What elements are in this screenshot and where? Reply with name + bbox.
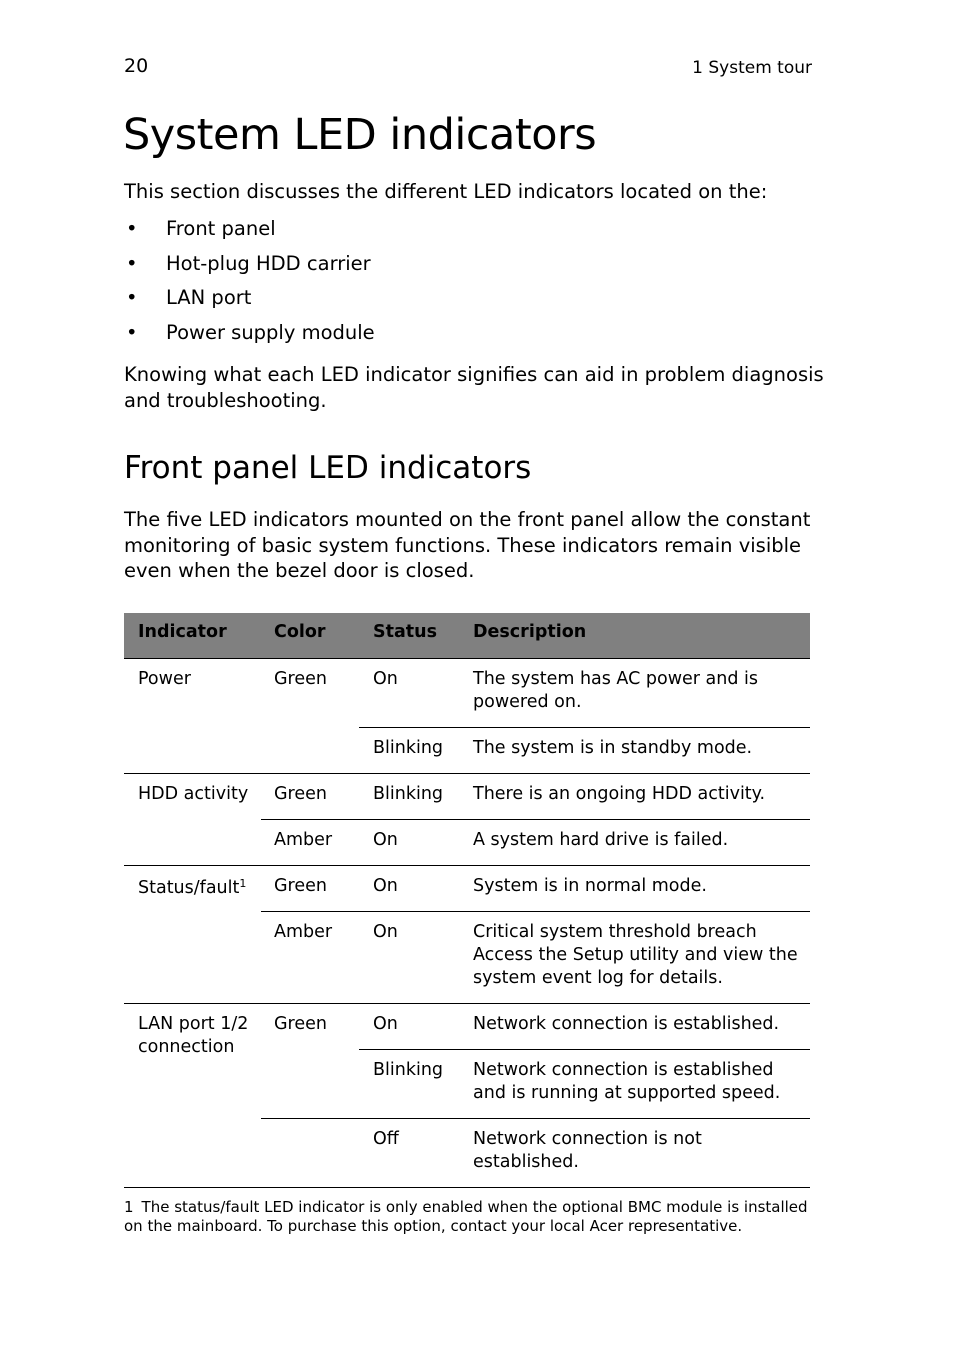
column-header-indicator: Indicator: [138, 622, 227, 642]
list-item: [124, 286, 375, 321]
table-cell-indicator: LAN port 1/2 connection: [138, 1014, 249, 1057]
group-divider: [124, 865, 810, 866]
table-cell-description: Network connection is established and is running at supported speed.: [473, 1060, 781, 1103]
row-divider: [261, 1118, 810, 1119]
table-cell-color: Amber: [274, 922, 333, 942]
table-cell-status: On: [373, 1014, 398, 1034]
footnote-number: 1: [124, 1198, 134, 1216]
section-paragraph: The five LED indicators mounted on the front panel allow the constant monitoring of basic system functions. These indicators remain visible even when the bezel door is closed.: [124, 508, 811, 582]
list-item-label: Power supply module: [166, 320, 375, 344]
footnote-marker: 1: [239, 877, 247, 890]
bullet-icon: •: [126, 320, 138, 344]
table-cell-status: Blinking: [373, 738, 444, 758]
table-cell-indicator: [138, 877, 246, 900]
page-number: 20: [124, 55, 149, 77]
list-item: [124, 252, 375, 287]
list-item: [124, 321, 375, 356]
table-cell-status: On: [373, 922, 398, 942]
row-divider: [359, 727, 810, 728]
bullet-icon: •: [126, 217, 138, 240]
table-cell-color: Amber: [274, 830, 333, 850]
summary-paragraph: Knowing what each LED indicator signifies can aid in problem diagnosis and troubleshooting.: [124, 363, 824, 412]
table-cell-color: Green: [274, 876, 327, 896]
table-cell-status: Off: [373, 1129, 399, 1149]
table-cell-description: There is an ongoing HDD activity.: [473, 784, 766, 804]
table-cell-indicator: HDD activity: [138, 784, 249, 804]
row-divider: [359, 1049, 810, 1050]
page-title: System LED indicators: [123, 110, 597, 160]
footnote: [124, 1198, 824, 1235]
column-header-description: Description: [473, 622, 587, 642]
bullet-list: [124, 217, 375, 355]
table-cell-color: Green: [274, 1014, 327, 1034]
column-header-status: Status: [373, 622, 438, 642]
indicator-label: Status/fault: [138, 878, 240, 898]
table-cell-status: On: [373, 876, 398, 896]
table-cell-description: A system hard drive is failed.: [473, 830, 729, 850]
group-divider: [124, 1003, 810, 1004]
row-divider: [261, 911, 810, 912]
footnote-text: The status/fault LED indicator is only enabled when the optional BMC module is installed on the mainboard. To purchase this option, contact your local Acer representative.: [124, 1198, 808, 1235]
bullet-icon: •: [126, 286, 138, 309]
table-cell-description: The system has AC power and is powered on.: [473, 669, 758, 712]
group-divider: [124, 773, 810, 774]
table-cell-indicator: Power: [138, 669, 191, 689]
table-cell-description: The system is in standby mode.: [473, 738, 753, 758]
table-cell-description: Critical system threshold breach Access the Setup utility and view the system event log for details.: [473, 922, 798, 988]
list-item-label: Hot-plug HDD carrier: [166, 251, 371, 275]
section-heading: Front panel LED indicators: [124, 450, 532, 486]
table-cell-status: On: [373, 830, 398, 850]
list-item: [124, 217, 375, 252]
table-cell-status: On: [373, 669, 398, 689]
list-item-label: Front panel: [166, 217, 276, 240]
table-cell-status: Blinking: [373, 784, 444, 804]
intro-paragraph: This section discusses the different LED indicators located on the:: [124, 180, 768, 203]
column-header-color: Color: [274, 622, 326, 642]
table-cell-color: Green: [274, 784, 327, 804]
table-cell-description: System is in normal mode.: [473, 876, 707, 896]
table-cell-description: Network connection is established.: [473, 1014, 780, 1034]
running-head: 1 System tour: [692, 58, 812, 78]
table-cell-description: Network connection is not established.: [473, 1129, 702, 1172]
bullet-icon: •: [126, 251, 138, 275]
row-divider: [261, 819, 810, 820]
table-cell-status: Blinking: [373, 1060, 444, 1080]
table-cell-color: Green: [274, 669, 327, 689]
list-item-label: LAN port: [166, 286, 252, 309]
table-bottom-border: [124, 1187, 810, 1188]
table-header: [124, 613, 810, 659]
